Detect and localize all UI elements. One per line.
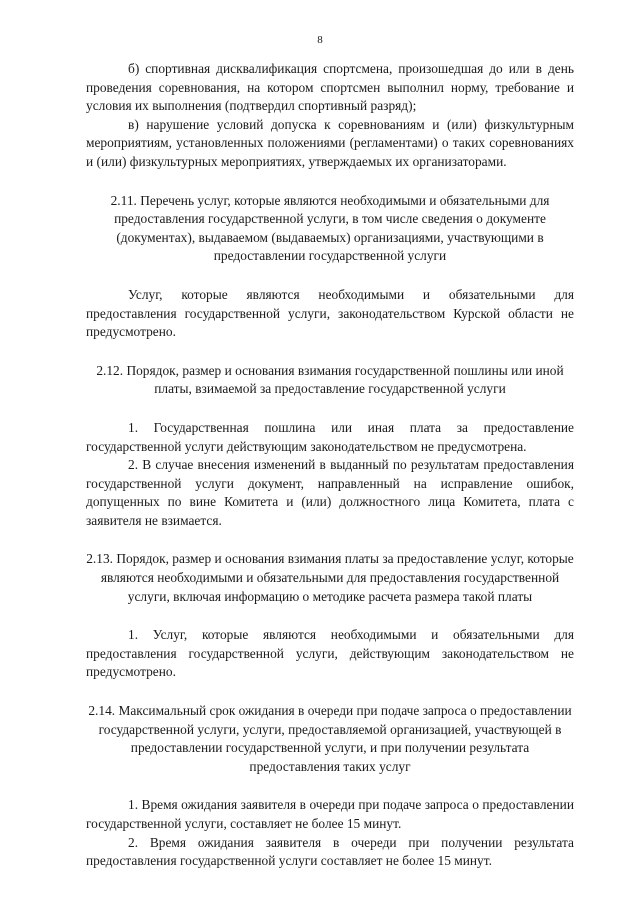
page-number: 8 (317, 34, 323, 46)
paragraph-b: б) спортивная дисквалификация спортсмена, произошедшая до или в день проведения соревнования, на котором спортсмен выполнил норму, требование и условия их выполнения (подтвердил спортивный разряд); (86, 61, 574, 114)
section-heading-2-11: 2.11. Перечень услуг, которые являются необходимыми и обязательными для предоставления государственной услуги, в том числе сведения о документе (документах), выдаваемом (выдаваемых) организациями, участвующими в предоставлении государственной услуги (110, 192, 550, 264)
document-body (86, 60, 574, 871)
paragraph-2-13-1: 1. Услуг, которые являются необходимыми и обязательными для предоставления государственной услуги, действующим законодательством не предусмотрено. (86, 627, 574, 680)
paragraph-v: в) нарушение условий допуска к соревнованиям и (или) физкультурным мероприятиям, установленных положениями (регламентами) о таких соревнованиях и (или) физкультурных мероприятиях, утверждаемых их организаторами. (86, 116, 574, 169)
paragraph-2-11: Услуг, которые являются необходимыми и обязательными для предоставления государственной услуги, законодательством Курской области не предусмотрено. (86, 286, 574, 340)
paragraph-2-12-2: 2. В случае внесения изменений в выданный по результатам предоставления государственной услуги документ, направленный на исправление ошибок, допущенных по вине Комитета и (или) должностного лица Комитета, плата с заявителя не взимается. (86, 457, 574, 528)
paragraph-2-14-1: 1. Время ожидания заявителя в очереди при подаче запроса о предоставлении государственной услуги, составляет не более 15 минут. (86, 797, 574, 831)
section-heading-2-14: 2.14. Максимальный срок ожидания в очереди при подаче запроса о предоставлении государственной услуги, услуги, предоставляемой организацией, участвующей в предоставлении государственной услуги, и при получении результата предоставления таких услуг (88, 703, 572, 774)
paragraph-2-12-1: 1. Государственная пошлина или иная плата за предоставление государственной услуги действующим законодательством не предусмотрена. (86, 419, 574, 454)
section-heading-2-13: 2.13. Порядок, размер и основания взимания платы за предоставление услуг, которые являются необходимыми и обязательными для предоставления государственной услуги, включая информацию о методике расчета размера такой платы (86, 551, 574, 604)
paragraph-2-14-2: 2. Время ожидания заявителя в очереди при получении результата предоставления государственной услуги составляет не более 15 минут. (86, 834, 574, 869)
section-heading-2-12: 2.12. Порядок, размер и основания взимания государственной пошлины или иной платы, взимаемой за предоставление государственной услуги (96, 362, 564, 397)
